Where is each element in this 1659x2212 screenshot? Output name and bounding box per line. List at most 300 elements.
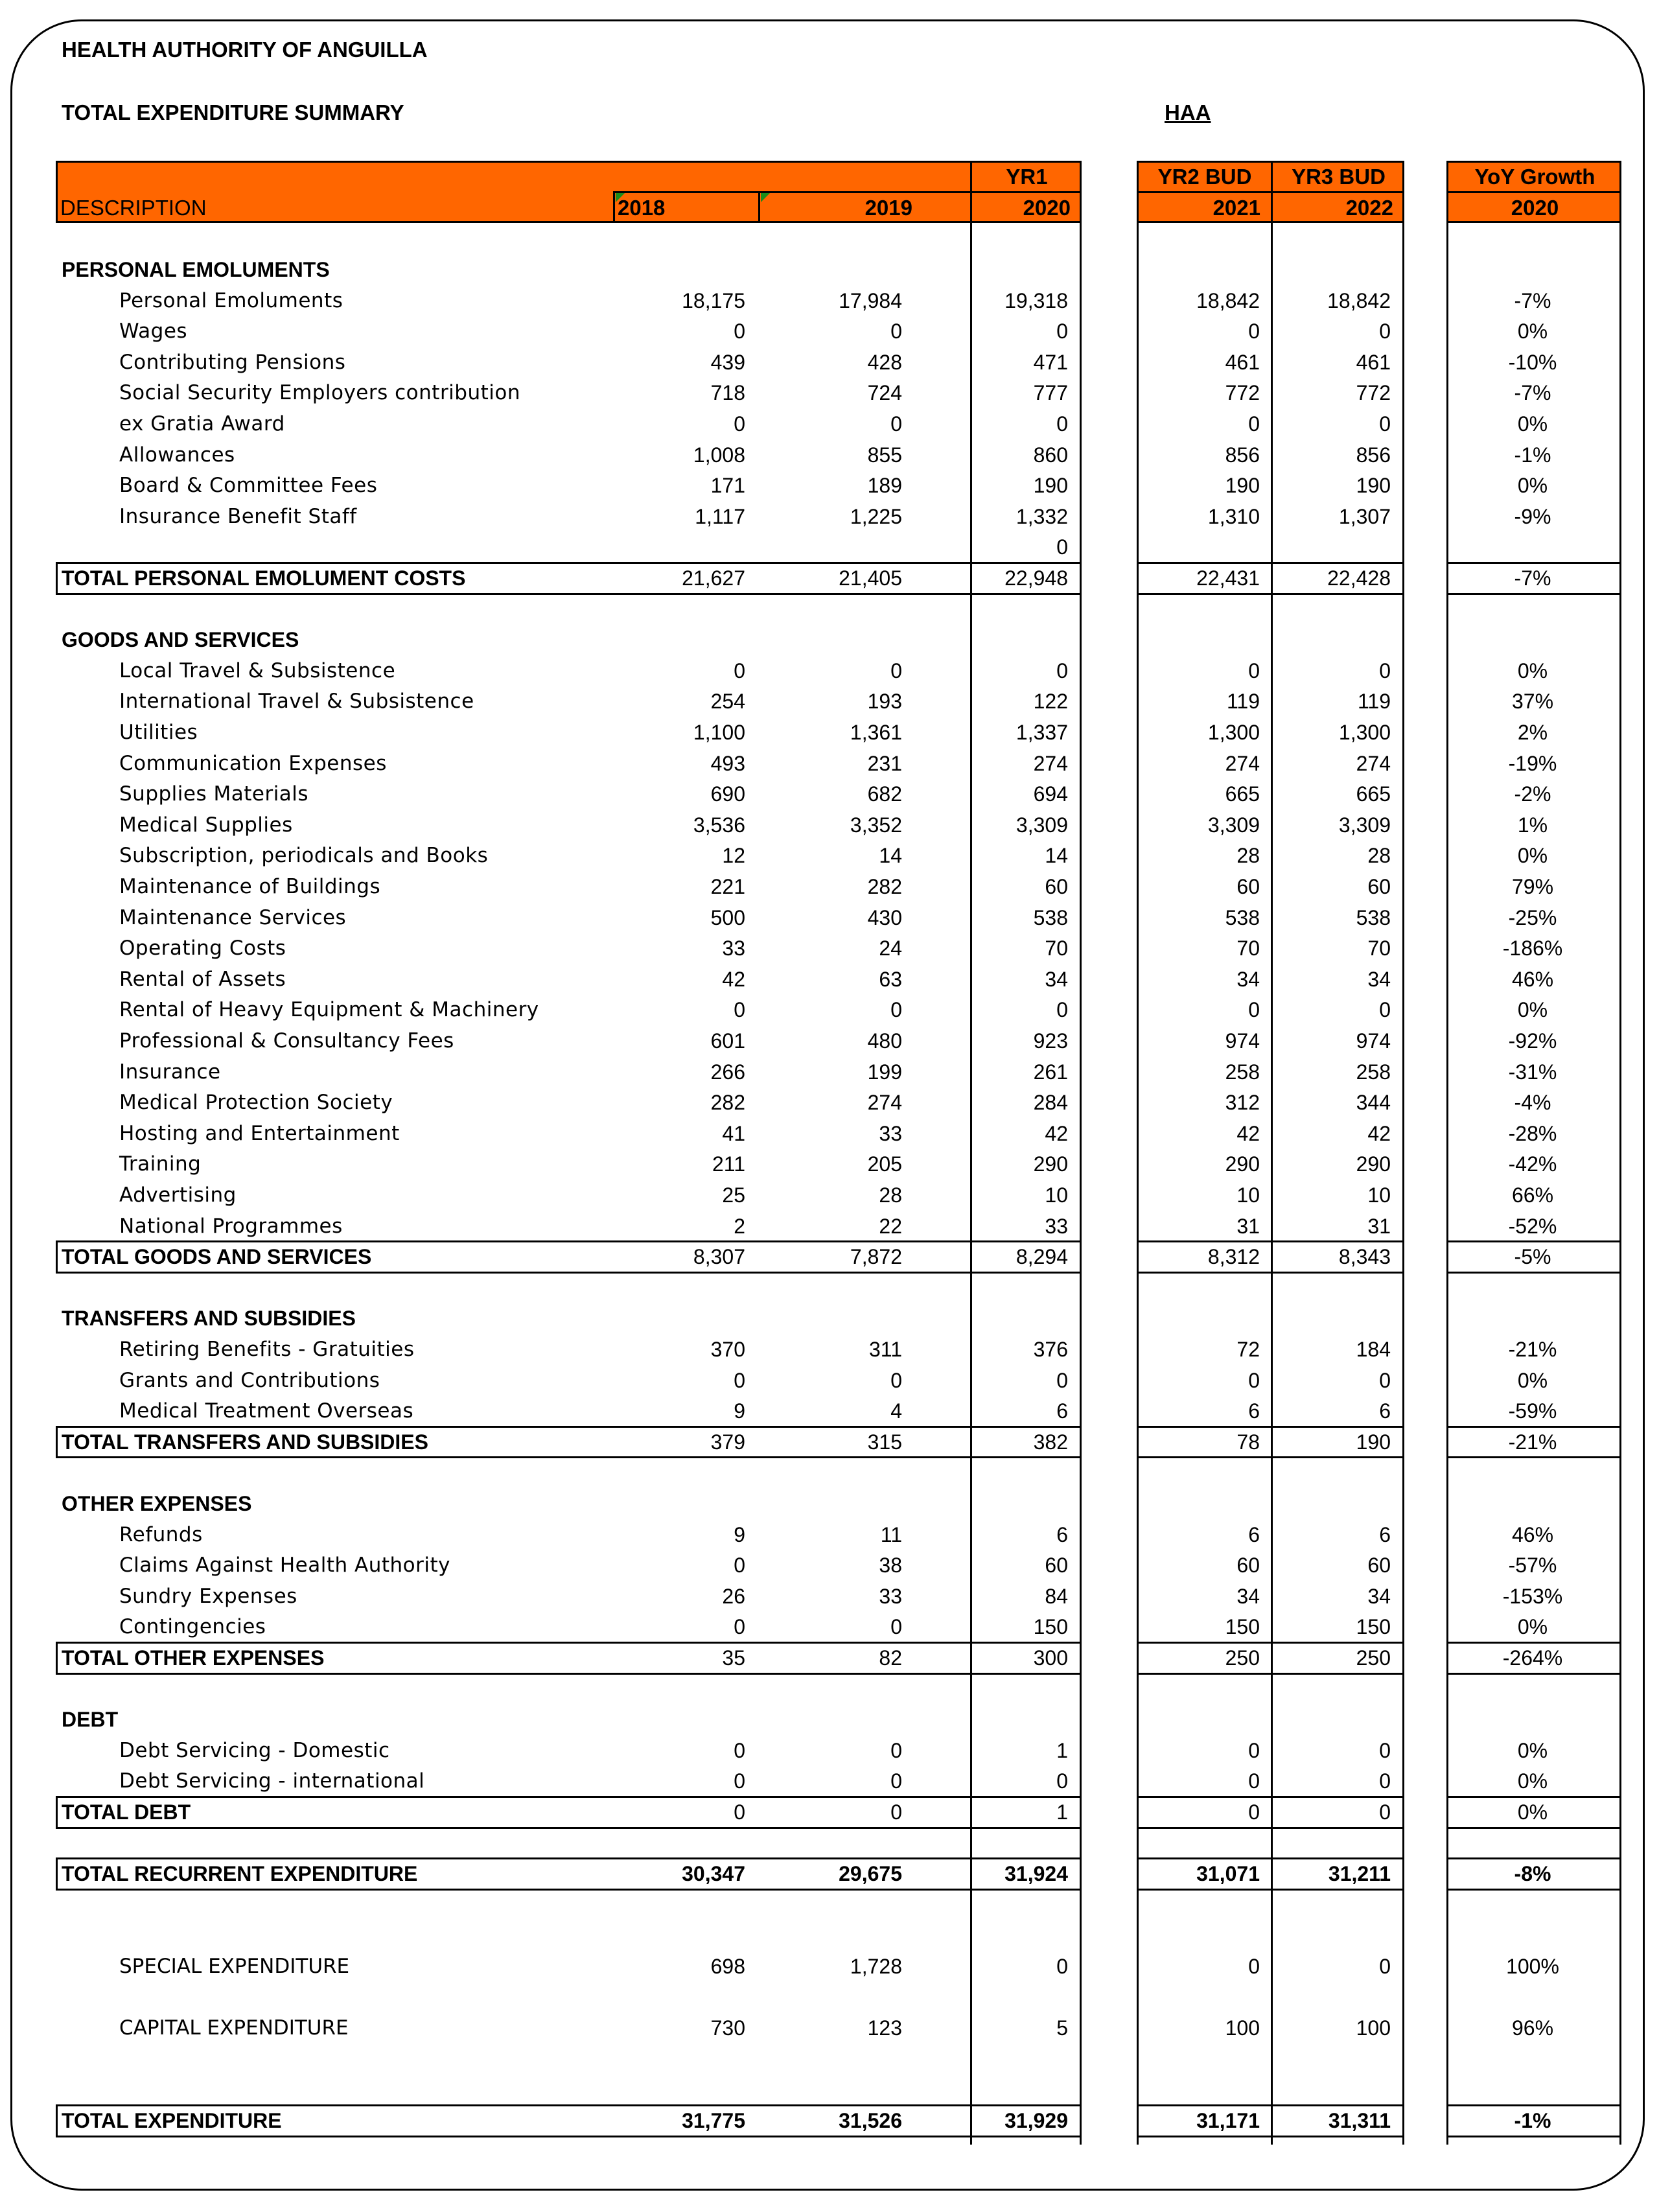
header-divider	[758, 191, 760, 223]
amount-cell: 0	[1056, 658, 1068, 682]
yoy-growth-cell: 37%	[1511, 690, 1554, 714]
section-heading: OTHER EXPENSES	[62, 1492, 252, 1515]
amount-cell: 2	[734, 1214, 745, 1238]
yoy-growth-cell: 0%	[1517, 1368, 1548, 1392]
amount-cell: 17,984	[839, 288, 902, 312]
amount-cell: 123	[867, 2016, 902, 2040]
amount-cell: 860	[1033, 443, 1068, 467]
amount-cell: 0	[890, 658, 902, 682]
amount-cell: 60	[1367, 875, 1391, 898]
amount-cell: 184	[1356, 1338, 1391, 1361]
amount-cell: 60	[1045, 1554, 1068, 1578]
amount-cell: 538	[1225, 905, 1260, 929]
line-item-label: Training	[119, 1152, 202, 1176]
amount-cell: 856	[1356, 443, 1391, 467]
header-yr3-bud: YR3 BUD	[1292, 165, 1386, 189]
yoy-growth-cell: 46%	[1511, 967, 1554, 991]
amount-cell: 1,225	[850, 504, 902, 528]
amount-cell: 3,309	[1338, 813, 1391, 837]
amount-cell: 6	[1248, 1399, 1260, 1423]
amount-cell: 974	[1225, 1029, 1260, 1053]
yoy-growth-cell: -25%	[1508, 905, 1557, 929]
amount-cell: 38	[879, 1554, 902, 1578]
amount-cell: 35	[722, 1646, 745, 1670]
total-label: TOTAL TRANSFERS AND SUBSIDIES	[62, 1430, 428, 1454]
amount-cell: 42	[1045, 1121, 1068, 1145]
amount-cell: 0	[734, 1738, 745, 1762]
yoy-growth-cell: 0%	[1517, 1738, 1548, 1762]
header-yoy-2020: 2020	[1511, 196, 1559, 220]
line-item-label: Subscription, periodicals and Books	[119, 844, 489, 868]
yoy-growth-cell: -186%	[1502, 937, 1563, 960]
amount-cell: 31,775	[682, 2109, 745, 2132]
line-item-label: Refunds	[119, 1522, 203, 1546]
line-item-label: Supplies Materials	[119, 782, 309, 806]
yoy-growth-cell: 0%	[1517, 658, 1548, 682]
amount-cell: 6	[1379, 1522, 1391, 1546]
amount-cell: 282	[867, 875, 902, 898]
amount-cell: 382	[1033, 1430, 1068, 1454]
line-item-label: National Programmes	[119, 1214, 343, 1238]
amount-cell: 0	[1379, 1769, 1391, 1793]
amount-cell: 682	[867, 782, 902, 806]
amount-cell: 0	[1248, 998, 1260, 1022]
amount-cell: 10	[1045, 1183, 1068, 1207]
amount-cell: 31,211	[1328, 1862, 1391, 1886]
amount-cell: 33	[879, 1121, 902, 1145]
line-item-label: Advertising	[119, 1183, 237, 1207]
amount-cell: 856	[1225, 443, 1260, 467]
amount-cell: 730	[710, 2016, 745, 2040]
amount-cell: 10	[1236, 1183, 1260, 1207]
line-item-label: Debt Servicing - international	[119, 1769, 425, 1793]
amount-cell: 31,311	[1328, 2109, 1391, 2132]
amount-cell: 84	[1045, 1584, 1068, 1608]
amount-cell: 82	[879, 1646, 902, 1670]
yoy-growth-cell: 96%	[1511, 2016, 1554, 2040]
amount-cell: 1,332	[1015, 504, 1068, 528]
amount-cell: 493	[710, 751, 745, 775]
line-item-label: Hosting and Entertainment	[119, 1121, 400, 1145]
header-2020: 2020	[1023, 196, 1071, 220]
amount-cell: 0	[1248, 1738, 1260, 1762]
amount-cell: 31,071	[1196, 1862, 1260, 1886]
amount-cell: 190	[1225, 474, 1260, 498]
amount-cell: 290	[1225, 1152, 1260, 1176]
line-item-label: Communication Expenses	[119, 751, 387, 775]
yoy-growth-cell: 0%	[1517, 844, 1548, 868]
amount-cell: 428	[867, 350, 902, 374]
amount-cell: 5	[1056, 2016, 1068, 2040]
yoy-growth-cell: 1%	[1517, 813, 1548, 837]
amount-cell: 3,309	[1015, 813, 1068, 837]
yoy-growth-cell: -7%	[1514, 381, 1551, 405]
amount-cell: 34	[1367, 967, 1391, 991]
yoy-growth-cell: -52%	[1508, 1214, 1557, 1238]
amount-cell: 171	[710, 474, 745, 498]
section-heading: TRANSFERS AND SUBSIDIES	[62, 1307, 356, 1331]
line-item-label: Contingencies	[119, 1615, 266, 1639]
amount-cell: 250	[1356, 1646, 1391, 1670]
line-item-label: Operating Costs	[119, 937, 286, 960]
amount-cell: 665	[1225, 782, 1260, 806]
yoy-growth-cell: -2%	[1514, 782, 1551, 806]
amount-cell: 12	[722, 844, 745, 868]
amount-cell: 22,948	[1004, 566, 1068, 590]
amount-cell: 9	[734, 1399, 745, 1423]
yoy-growth-cell: -21%	[1508, 1338, 1557, 1361]
amount-cell: 1,300	[1207, 721, 1260, 744]
amount-cell: 0	[890, 1368, 902, 1392]
line-item-label: Board & Committee Fees	[119, 474, 378, 498]
amount-cell: 538	[1356, 905, 1391, 929]
yoy-growth-cell: -5%	[1514, 1245, 1551, 1269]
section-heading: GOODS AND SERVICES	[62, 628, 299, 652]
amount-cell: 70	[1236, 937, 1260, 960]
yoy-growth-cell: 66%	[1511, 1183, 1554, 1207]
yoy-growth-cell: -8%	[1514, 1862, 1551, 1886]
yoy-growth-cell: -153%	[1502, 1584, 1563, 1608]
amount-cell: 21,627	[682, 566, 745, 590]
amount-cell: 8,343	[1338, 1245, 1391, 1269]
amount-cell: 1,300	[1338, 721, 1391, 744]
amount-cell: 60	[1045, 875, 1068, 898]
amount-cell: 78	[1236, 1430, 1260, 1454]
amount-cell: 211	[712, 1152, 745, 1176]
amount-cell: 250	[1225, 1646, 1260, 1670]
amount-cell: 221	[710, 875, 745, 898]
yoy-growth-cell: -1%	[1514, 2109, 1551, 2132]
amount-cell: 0	[890, 320, 902, 343]
line-item-label: Debt Servicing - Domestic	[119, 1738, 390, 1762]
amount-cell: 3,536	[693, 813, 745, 837]
amount-cell: 231	[867, 751, 902, 775]
amount-cell: 1,100	[693, 721, 745, 744]
yoy-growth-cell: -28%	[1508, 1121, 1557, 1145]
amount-cell: 4	[890, 1399, 902, 1423]
amount-cell: 119	[1357, 690, 1391, 714]
amount-cell: 25	[722, 1183, 745, 1207]
yoy-growth-cell: 0%	[1517, 474, 1548, 498]
amount-cell: 9	[734, 1522, 745, 1546]
line-item-label: Social Security Employers contribution	[119, 381, 521, 405]
header-yoy-growth: YoY Growth	[1474, 165, 1595, 189]
amount-cell: 0	[734, 658, 745, 682]
yoy-growth-cell: 0%	[1517, 1800, 1548, 1824]
amount-cell: 26	[722, 1584, 745, 1608]
amount-cell: 0	[1056, 1769, 1068, 1793]
amount-cell: 199	[867, 1060, 902, 1084]
amount-cell: 439	[710, 350, 745, 374]
amount-cell: 0	[734, 1368, 745, 1392]
amount-cell: 0	[1379, 658, 1391, 682]
line-item-label: Local Travel & Subsistence	[119, 658, 396, 682]
amount-cell: 0	[1056, 998, 1068, 1022]
line-item-label: Utilities	[119, 721, 198, 744]
amount-cell: 1,728	[850, 1955, 902, 1978]
amount-cell: 274	[1225, 751, 1260, 775]
amount-cell: 0	[1248, 1769, 1260, 1793]
amount-cell: 33	[722, 937, 745, 960]
total-label: CAPITAL EXPENDITURE	[119, 2016, 349, 2040]
yoy-growth-cell: 0%	[1517, 320, 1548, 343]
amount-cell: 0	[1248, 658, 1260, 682]
yoy-growth-cell: -92%	[1508, 1029, 1557, 1053]
amount-cell: 14	[1045, 844, 1068, 868]
amount-cell: 100	[1225, 2016, 1260, 2040]
total-label: SPECIAL EXPENDITURE	[119, 1955, 350, 1978]
amount-cell: 6	[1379, 1399, 1391, 1423]
amount-cell: 1,361	[850, 721, 902, 744]
amount-cell: 34	[1045, 967, 1068, 991]
amount-cell: 8,294	[1015, 1245, 1068, 1269]
amount-cell: 0	[1379, 998, 1391, 1022]
total-label: TOTAL DEBT	[62, 1800, 191, 1824]
amount-cell: 29,675	[839, 1862, 902, 1886]
amount-cell: 461	[1356, 350, 1391, 374]
amount-cell: 60	[1236, 875, 1260, 898]
amount-cell: 0	[1379, 320, 1391, 343]
amount-cell: 0	[734, 1554, 745, 1578]
yoy-growth-cell: -21%	[1508, 1430, 1557, 1454]
yoy-growth-cell: 0%	[1517, 412, 1548, 436]
section-heading: PERSONAL EMOLUMENTS	[62, 258, 330, 281]
amount-cell: 0	[1379, 1738, 1391, 1762]
amount-cell: 34	[1236, 967, 1260, 991]
line-item-label: Retiring Benefits - Gratuities	[119, 1338, 415, 1361]
yoy-growth-cell: -7%	[1514, 288, 1551, 312]
amount-cell: 923	[1033, 1029, 1068, 1053]
amount-cell: 290	[1356, 1152, 1391, 1176]
amount-cell: 312	[1225, 1091, 1260, 1115]
amount-cell: 18,175	[682, 288, 745, 312]
amount-cell: 315	[867, 1430, 902, 1454]
yoy-growth-cell: 100%	[1506, 1955, 1559, 1978]
total-label: TOTAL RECURRENT EXPENDITURE	[62, 1862, 418, 1886]
amount-cell: 42	[1367, 1121, 1391, 1145]
amount-cell: 18,842	[1327, 288, 1391, 312]
amount-cell: 193	[867, 690, 902, 714]
amount-cell: 100	[1356, 2016, 1391, 2040]
amount-cell: 266	[710, 1060, 745, 1084]
amount-cell: 122	[1033, 690, 1068, 714]
amount-cell: 0	[890, 998, 902, 1022]
amount-cell: 538	[1033, 905, 1068, 929]
line-item-label: Contributing Pensions	[119, 350, 346, 374]
line-item-label: Personal Emoluments	[119, 288, 343, 312]
amount-cell: 28	[1236, 844, 1260, 868]
amount-cell: 1,307	[1338, 504, 1391, 528]
amount-cell: 31,171	[1196, 2109, 1260, 2132]
amount-cell: 258	[1356, 1060, 1391, 1084]
header-2018: 2018	[618, 196, 666, 220]
amount-cell: 471	[1033, 350, 1068, 374]
amount-cell: 698	[710, 1955, 745, 1978]
summary-title: TOTAL EXPENDITURE SUMMARY	[62, 100, 404, 124]
amount-cell: 1	[1056, 1738, 1068, 1762]
amount-cell: 0	[1379, 412, 1391, 436]
line-item-label: Professional & Consultancy Fees	[119, 1029, 454, 1053]
line-item-label: ex Gratia Award	[119, 412, 285, 436]
amount-cell: 31	[1367, 1214, 1391, 1238]
amount-cell: 8,307	[693, 1245, 745, 1269]
yoy-growth-cell: -1%	[1514, 443, 1551, 467]
line-item-label: Rental of Heavy Equipment & Machinery	[119, 998, 539, 1022]
amount-cell: 718	[710, 381, 745, 405]
amount-cell: 0	[890, 1738, 902, 1762]
amount-cell: 0	[734, 998, 745, 1022]
line-item-label: Rental of Assets	[119, 967, 286, 991]
amount-cell: 344	[1356, 1091, 1391, 1115]
amount-cell: 0	[1056, 412, 1068, 436]
total-label: TOTAL GOODS AND SERVICES	[62, 1245, 372, 1269]
amount-cell: 724	[867, 381, 902, 405]
amount-cell: 0	[734, 320, 745, 343]
line-item-label: Claims Against Health Authority	[119, 1554, 451, 1578]
amount-cell: 461	[1225, 350, 1260, 374]
yoy-growth-cell: -59%	[1508, 1399, 1557, 1423]
amount-cell: 33	[1045, 1214, 1068, 1238]
amount-cell: 1,008	[693, 443, 745, 467]
amount-cell: 60	[1236, 1554, 1260, 1578]
header-description: DESCRIPTION	[60, 196, 207, 220]
amount-cell: 190	[1033, 474, 1068, 498]
amount-cell: 28	[879, 1183, 902, 1207]
amount-cell: 150	[1356, 1615, 1391, 1639]
header-2021: 2021	[1212, 196, 1260, 220]
amount-cell: 1,310	[1207, 504, 1260, 528]
line-item-label: Medical Supplies	[119, 813, 293, 837]
amount-cell: 0	[734, 1800, 745, 1824]
amount-cell: 0	[1056, 1368, 1068, 1392]
amount-cell: 0	[890, 1800, 902, 1824]
amount-cell: 190	[1356, 1430, 1391, 1454]
yoy-growth-cell: -57%	[1508, 1554, 1557, 1578]
amount-cell: 18,842	[1196, 288, 1260, 312]
line-item-label: Wages	[119, 320, 188, 343]
header-2019: 2019	[864, 196, 912, 220]
amount-cell: 0	[1248, 412, 1260, 436]
amount-cell: 0	[1056, 1955, 1068, 1978]
amount-cell: 0	[1379, 1368, 1391, 1392]
amount-cell: 0	[1248, 1800, 1260, 1824]
total-label: TOTAL OTHER EXPENSES	[62, 1646, 325, 1670]
amount-cell: 205	[867, 1152, 902, 1176]
amount-cell: 258	[1225, 1060, 1260, 1084]
yoy-growth-cell: 0%	[1517, 998, 1548, 1022]
amount-cell: 311	[868, 1338, 902, 1361]
amount-cell: 21,405	[839, 566, 902, 590]
amount-cell: 3,352	[850, 813, 902, 837]
amount-cell: 480	[867, 1029, 902, 1053]
yoy-growth-cell: -9%	[1514, 504, 1551, 528]
line-item-label: Grants and Contributions	[119, 1368, 380, 1392]
amount-cell: 430	[867, 905, 902, 929]
amount-cell: 30,347	[682, 1862, 745, 1886]
yoy-growth-cell: -42%	[1508, 1152, 1557, 1176]
yoy-growth-cell: -31%	[1508, 1060, 1557, 1084]
amount-cell: 376	[1033, 1338, 1068, 1361]
amount-cell: 665	[1356, 782, 1391, 806]
amount-cell: 274	[1033, 751, 1068, 775]
amount-cell: 14	[879, 844, 902, 868]
amount-cell: 0	[1379, 1800, 1391, 1824]
amount-cell: 6	[1248, 1522, 1260, 1546]
total-label: TOTAL EXPENDITURE	[62, 2109, 282, 2132]
amount-cell: 22,431	[1196, 566, 1260, 590]
amount-cell: 7,872	[850, 1245, 902, 1269]
yoy-growth-cell: -10%	[1508, 350, 1557, 374]
yoy-growth-cell: -264%	[1502, 1646, 1563, 1670]
line-item-label: Insurance Benefit Staff	[119, 504, 357, 528]
amount-cell: 72	[1236, 1338, 1260, 1361]
column-border-yr1-right	[1080, 223, 1082, 2145]
amount-cell: 6	[1056, 1522, 1068, 1546]
line-item-label: Medical Treatment Overseas	[119, 1399, 414, 1423]
amount-cell: 34	[1367, 1584, 1391, 1608]
amount-cell: 3,309	[1207, 813, 1260, 837]
amount-cell: 282	[710, 1091, 745, 1115]
amount-cell: 22	[879, 1214, 902, 1238]
amount-cell: 31,929	[1004, 2109, 1068, 2132]
amount-cell: 34	[1236, 1584, 1260, 1608]
yoy-growth-cell: 46%	[1511, 1522, 1554, 1546]
yoy-growth-cell: 0%	[1517, 1615, 1548, 1639]
amount-cell: 379	[710, 1430, 745, 1454]
amount-cell: 42	[722, 967, 745, 991]
line-item-label: Maintenance of Buildings	[119, 875, 381, 898]
amount-cell: 274	[867, 1091, 902, 1115]
amount-cell: 33	[879, 1584, 902, 1608]
amount-cell: 11	[880, 1522, 902, 1546]
amount-cell: 41	[722, 1121, 745, 1145]
amount-cell: 274	[1356, 751, 1391, 775]
amount-cell: 1,337	[1015, 721, 1068, 744]
amount-cell: 0	[1056, 535, 1068, 559]
line-item-label: Maintenance Services	[119, 905, 347, 929]
amount-cell: 31,526	[839, 2109, 902, 2132]
amount-cell: 119	[1226, 690, 1260, 714]
header-2022: 2022	[1345, 196, 1393, 220]
organization-title: HEALTH AUTHORITY OF ANGUILLA	[62, 38, 428, 62]
amount-cell: 31,924	[1004, 1862, 1068, 1886]
amount-cell: 690	[710, 782, 745, 806]
yoy-growth-cell: -19%	[1508, 751, 1557, 775]
amount-cell: 974	[1356, 1029, 1391, 1053]
amount-cell: 19,318	[1004, 288, 1068, 312]
amount-cell: 28	[1367, 844, 1391, 868]
amount-cell: 0	[1056, 320, 1068, 343]
column-border-yoy-right	[1619, 223, 1621, 2145]
amount-cell: 150	[1225, 1615, 1260, 1639]
amount-cell: 1,117	[695, 504, 745, 528]
line-item-label: Allowances	[119, 443, 235, 467]
line-item-label: International Travel & Subsistence	[119, 690, 474, 714]
amount-cell: 0	[734, 412, 745, 436]
amount-cell: 22,428	[1327, 566, 1391, 590]
amount-cell: 10	[1367, 1183, 1391, 1207]
amount-cell: 0	[734, 1615, 745, 1639]
yoy-growth-cell: 2%	[1517, 721, 1548, 744]
amount-cell: 500	[710, 905, 745, 929]
amount-cell: 0	[1248, 320, 1260, 343]
amount-cell: 150	[1033, 1615, 1068, 1639]
amount-cell: 694	[1033, 782, 1068, 806]
amount-cell: 0	[890, 1615, 902, 1639]
header-yr1: YR1	[1006, 165, 1048, 189]
amount-cell: 261	[1033, 1060, 1068, 1084]
amount-cell: 601	[710, 1029, 745, 1053]
